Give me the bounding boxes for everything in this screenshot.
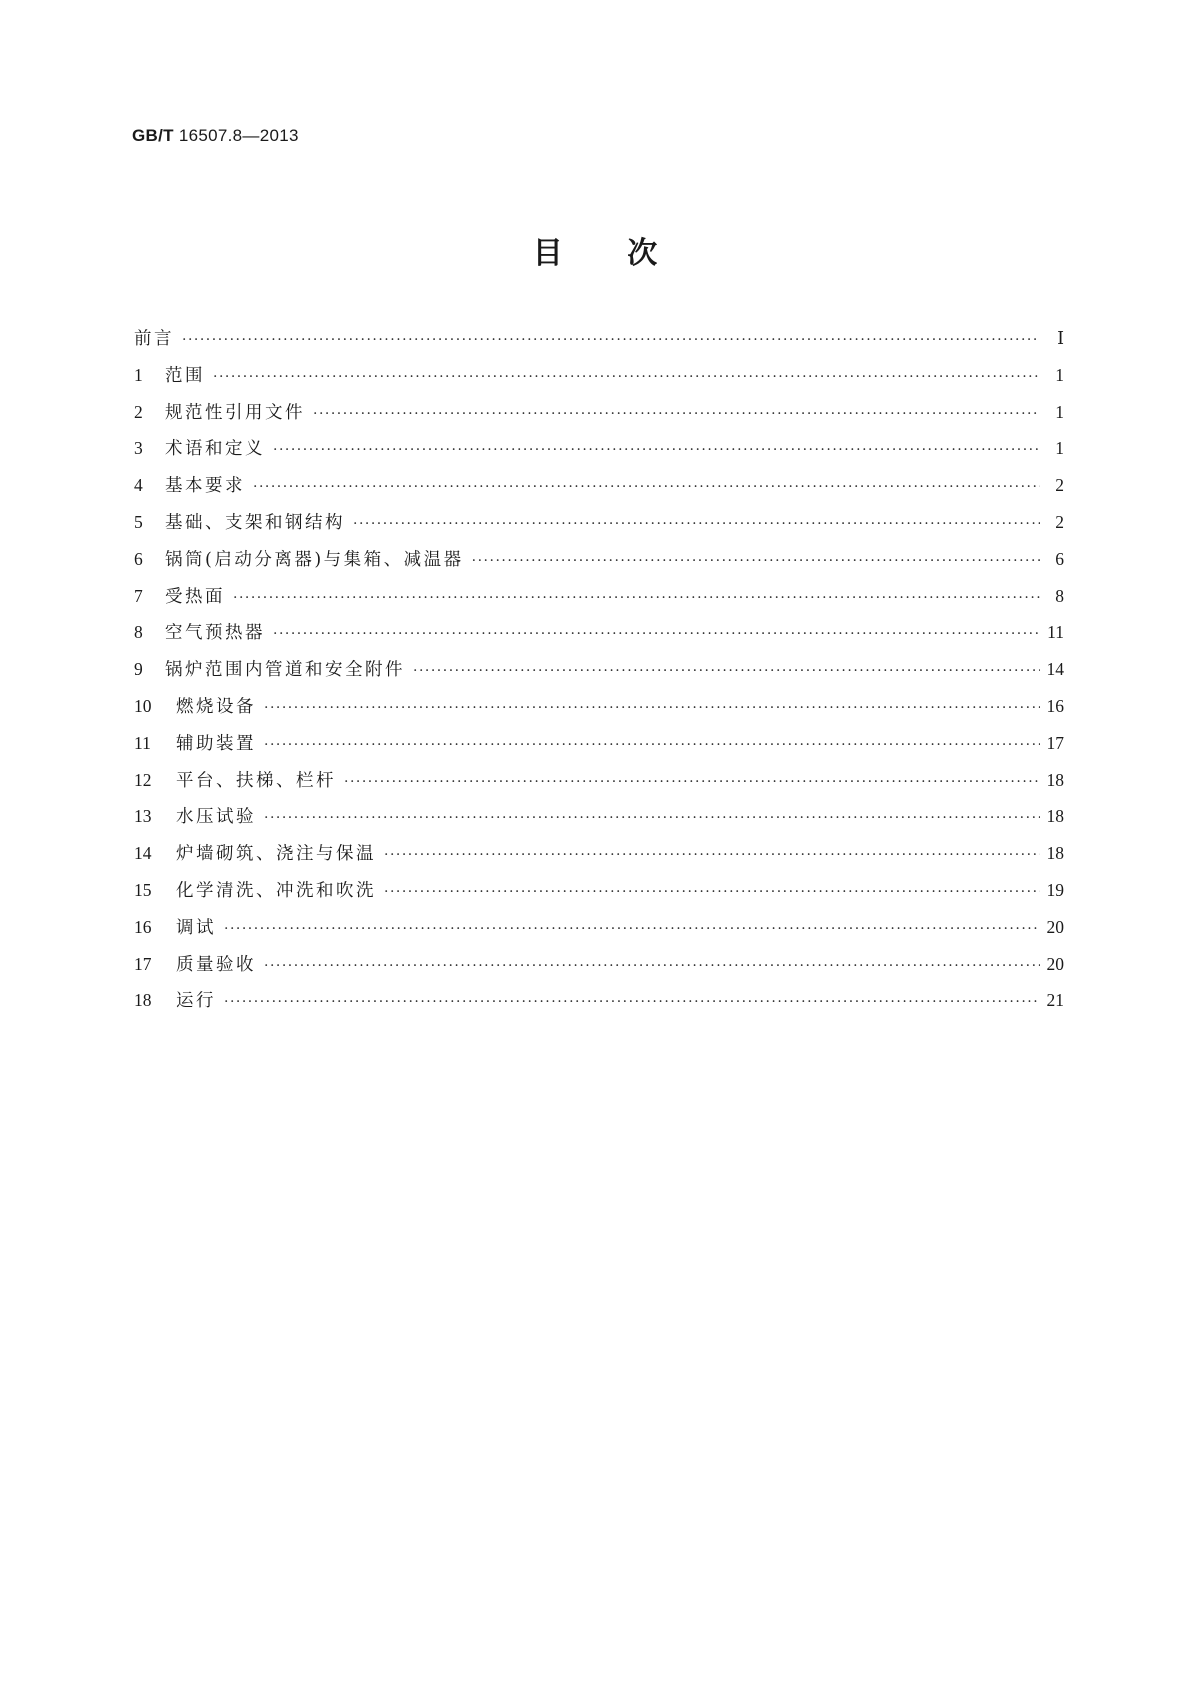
toc-dot-leader [264,734,1040,756]
toc-entry-number: 3 [134,438,143,459]
toc-dot-leader [273,623,1040,645]
toc-entry[interactable] [134,327,1064,364]
toc-entry-number: 4 [134,475,143,496]
toc-entry[interactable] [134,621,1064,658]
table-of-contents [134,327,1064,1026]
toc-entry[interactable] [134,511,1064,548]
toc-dot-leader [344,771,1040,793]
toc-entry-title: 基础、支架和钢结构 [165,512,345,533]
standard-code [132,126,299,146]
toc-entry-page: 2 [1055,475,1064,496]
toc-entry-page: 16 [1046,695,1064,716]
toc-entry-page: 6 [1055,548,1064,569]
toc-entry-number: 12 [134,769,152,790]
toc-entry-page: 14 [1046,659,1064,680]
toc-entry-title: 术语和定义 [165,439,265,460]
toc-entry-number: 5 [134,511,143,532]
toc-dot-leader [233,587,1040,609]
toc-entry-number: 13 [134,806,152,827]
toc-dot-leader [384,881,1040,903]
toc-entry[interactable] [134,769,1064,806]
toc-entry-title: 质量验收 [176,954,256,975]
toc-entry-title: 运行 [176,991,216,1012]
toc-entry-title: 平台、扶梯、栏杆 [176,770,336,791]
toc-entry-title: 锅炉范围内管道和安全附件 [165,660,405,681]
toc-entry-title: 受热面 [165,586,225,607]
toc-entry-page: 17 [1046,732,1064,753]
toc-entry[interactable] [134,364,1064,401]
toc-entry-number: 9 [134,659,143,680]
toc-entry-number: 17 [134,953,152,974]
toc-entry[interactable] [134,805,1064,842]
toc-entry[interactable] [134,732,1064,769]
toc-entry-title: 规范性引用文件 [165,402,305,423]
toc-entry[interactable] [134,474,1064,511]
toc-entry-title: 前言 [134,329,174,349]
toc-entry-number: 2 [134,401,143,422]
toc-entry-page: 20 [1046,953,1064,974]
toc-entry-page: 18 [1046,806,1064,827]
toc-dot-leader [182,329,1040,351]
toc-entry[interactable] [134,916,1064,953]
toc-entry-page: 8 [1055,585,1064,606]
toc-entry-title: 水压试验 [176,807,256,828]
toc-entry-number: 7 [134,585,143,606]
toc-entry-title: 范围 [165,365,205,386]
toc-entry[interactable] [134,585,1064,622]
toc-entry-page: Ⅰ [1057,328,1064,348]
toc-dot-leader [213,366,1040,388]
toc-entry[interactable] [134,437,1064,474]
toc-entry-number: 14 [134,843,152,864]
toc-entry-title: 炉墙砌筑、浇注与保温 [176,844,376,865]
toc-entry[interactable] [134,401,1064,438]
toc-entry-number: 16 [134,916,152,937]
toc-entry-page: 11 [1047,622,1064,643]
toc-entry-number: 15 [134,879,152,900]
toc-dot-leader [472,550,1040,572]
toc-dot-leader [313,403,1040,425]
toc-entry-number: 6 [134,548,143,569]
toc-entry[interactable] [134,989,1064,1026]
toc-entry-page: 20 [1046,916,1064,937]
toc-entry[interactable] [134,548,1064,585]
toc-entry-page: 2 [1055,511,1064,532]
toc-entry-number: 10 [134,695,152,716]
toc-entry-title: 基本要求 [165,476,245,497]
toc-entry-title: 空气预热器 [165,623,265,644]
toc-entry[interactable] [134,658,1064,695]
toc-entry-number: 1 [134,364,143,385]
toc-entry-page: 18 [1046,769,1064,790]
toc-entry[interactable] [134,953,1064,990]
toc-entry[interactable] [134,695,1064,732]
toc-dot-leader [264,955,1040,977]
toc-entry-title: 调试 [176,917,216,938]
toc-entry-page: 21 [1046,990,1064,1011]
toc-entry-number: 18 [134,990,152,1011]
toc-dot-leader [224,918,1040,940]
toc-entry-page: 1 [1055,364,1064,385]
toc-dot-leader [264,697,1040,719]
toc-dot-leader [273,439,1040,461]
toc-entry-number: 11 [134,732,151,753]
toc-entry-page: 1 [1055,438,1064,459]
toc-entry-page: 19 [1046,879,1064,900]
toc-entry-number: 8 [134,622,143,643]
toc-entry-title: 化学清洗、冲洗和吹洗 [176,880,376,901]
toc-entry-page: 1 [1055,401,1064,422]
toc-entry[interactable] [134,842,1064,879]
page-title: 目 次 [532,236,659,271]
toc-dot-leader [253,476,1040,498]
toc-entry-page: 18 [1046,843,1064,864]
standard-code-number: 16507.8—2013 [178,126,299,145]
toc-dot-leader [224,991,1040,1013]
toc-dot-leader [384,844,1040,866]
toc-entry-title: 辅助装置 [176,733,256,754]
toc-dot-leader [413,660,1040,682]
toc-entry-title: 锅筒(启动分离器)与集箱、减温器 [165,549,464,570]
standard-code-prefix: GB/T [132,126,174,145]
toc-dot-leader [264,807,1040,829]
toc-dot-leader [353,513,1040,535]
toc-entry-title: 燃烧设备 [176,696,256,717]
toc-entry[interactable] [134,879,1064,916]
